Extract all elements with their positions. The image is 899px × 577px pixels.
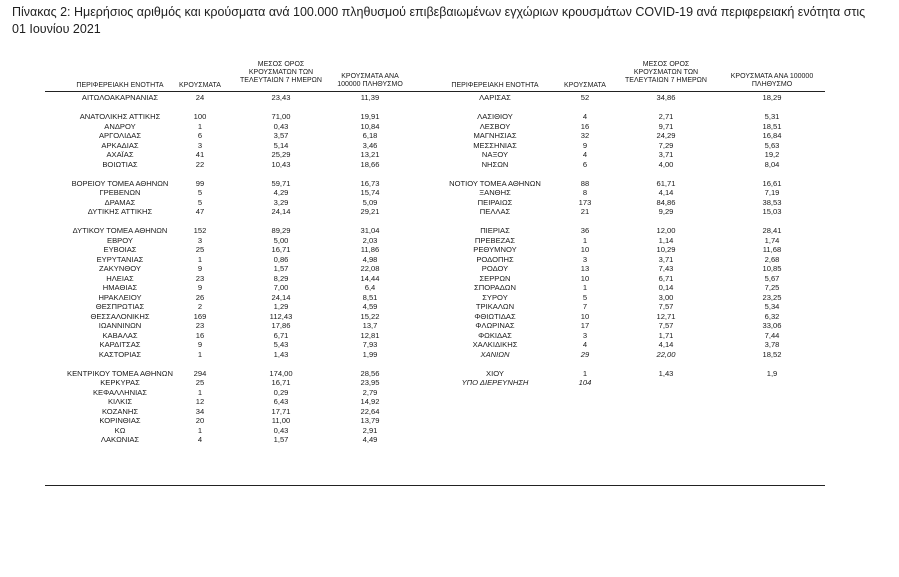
- table-cell-avg: 1,57: [273, 435, 289, 444]
- table-cell-avg: 61,71: [656, 178, 676, 188]
- table-cell-per: 11,86: [360, 245, 380, 254]
- table-cell-name: ΠΙΕΡΙΑΣ: [480, 226, 510, 235]
- table-cell-per: 15,74: [360, 188, 380, 197]
- table-cell-per: 10,85: [762, 264, 782, 273]
- table-cell-name: ΚΑΣΤΟΡΙΑΣ: [98, 349, 142, 359]
- table-cell-per: 22,08: [360, 264, 380, 273]
- table-cell-avg: 24,14: [271, 292, 291, 302]
- table-cell-avg: 12,00: [656, 226, 676, 235]
- table-cell-cases: 52: [580, 93, 590, 102]
- table-cell-cases: 7: [582, 302, 588, 311]
- table-cell-cases: 16: [195, 330, 205, 340]
- table-cell-cases: 5: [197, 197, 203, 207]
- table-cell-name: ΒΟΙΩΤΙΑΣ: [102, 159, 138, 169]
- bottom-rule: [45, 485, 825, 486]
- table-cell-cases: 4: [582, 112, 588, 121]
- table-cell-avg: 25,29: [271, 150, 291, 159]
- table-cell-name: ΜΕΣΣΗΝΙΑΣ: [473, 140, 517, 150]
- table-cell-per: 5,34: [764, 302, 780, 311]
- table-cell-per: 1,99: [362, 349, 378, 359]
- table-cell-avg: 3,71: [658, 254, 674, 264]
- table-cell-name: ΗΛΕΙΑΣ: [106, 273, 134, 283]
- table-cell-name: ΧΑΛΚΙΔΙΚΗΣ: [472, 340, 518, 349]
- table-cell-per: 19,2: [764, 150, 780, 159]
- table-cell-per: 18,51: [762, 121, 782, 131]
- table-cell-avg: 4,14: [658, 188, 674, 197]
- table-cell-name: ΛΕΣΒΟΥ: [479, 121, 511, 131]
- table-cell-per: 3,46: [362, 140, 378, 150]
- table-cell-cases: 1: [197, 425, 203, 435]
- table-cell-name: ΤΡΙΚΑΛΩΝ: [475, 302, 515, 311]
- table-cell-name: ΡΟΔΟΥ: [481, 264, 509, 273]
- table-cell-cases: 22: [195, 159, 205, 169]
- header-region-right: ΠΕΡΙΦΕΡΕΙΑΚΗ ΕΝΟΤΗΤΑ: [451, 82, 539, 89]
- table-cell-name: ΒΟΡΕΙΟΥ ΤΟΜΕΑ ΑΘΗΝΩΝ: [71, 178, 169, 188]
- table-cell-per: 16,84: [762, 131, 782, 140]
- table-cell-name: ΚΕΝΤΡΙΚΟΥ ΤΟΜΕΑ ΑΘΗΝΩΝ: [67, 368, 173, 378]
- table-cell-name: ΝΗΣΩΝ: [481, 159, 509, 169]
- table-cell-cases: 36: [580, 226, 590, 235]
- table-cell-per: 4,98: [362, 254, 378, 264]
- header-rule: [45, 91, 825, 92]
- table-cell-cases: 1: [197, 387, 203, 397]
- table-cell-per: 13,79: [360, 416, 380, 425]
- table-cell-name: ΡΟΔΟΠΗΣ: [476, 254, 514, 264]
- table-cell-name: ΕΒΡΟΥ: [107, 235, 133, 245]
- table-cell-per: 10,84: [360, 121, 380, 131]
- table-cell-cases: 9: [197, 340, 203, 349]
- table-cell-per: 23,25: [762, 292, 782, 302]
- table-cell-avg: 7,43: [658, 264, 674, 273]
- table-cell-name: ΚΩ: [114, 425, 126, 435]
- table-cell-per: 4,59: [362, 302, 378, 311]
- table-cell-avg: 17,71: [271, 406, 291, 416]
- table-cell-per: 13,7: [362, 321, 378, 330]
- table-cell-name: ΕΥΒΟΙΑΣ: [103, 245, 137, 254]
- table-cell-avg: 5,43: [273, 340, 289, 349]
- table-cell-cases: 88: [580, 178, 590, 188]
- table-cell-per: 18,66: [360, 159, 380, 169]
- table-cell-cases: 29: [580, 349, 590, 359]
- table-cell-name: ΣΥΡΟΥ: [482, 292, 508, 302]
- table-cell-per: 2,79: [362, 387, 378, 397]
- table-cell-name: ΔΥΤΙΚΗΣ ΑΤΤΙΚΗΣ: [87, 207, 153, 216]
- table-cell-per: 31,04: [360, 226, 380, 235]
- table-cell-per: 5,09: [362, 197, 378, 207]
- table-cell-cases: 6: [197, 131, 203, 140]
- header-per100k-right: ΚΡΟΥΣΜΑΤΑ ΑΝΑ 100000 ΠΛΗΘΥΣΜΟ: [730, 73, 814, 88]
- table-cell-cases: 5: [582, 292, 588, 302]
- table-cell-name: ΛΑΡΙΣΑΣ: [479, 93, 511, 102]
- table-cell-name: ΜΑΓΝΗΣΙΑΣ: [473, 131, 517, 140]
- table-cell-name: ΑΙΤΩΛΟΑΚΑΡΝΑΝΙΑΣ: [81, 93, 159, 102]
- table-cell-per: 6,18: [362, 131, 378, 140]
- table-cell-name: ΗΜΑΘΙΑΣ: [102, 283, 138, 292]
- table-cell-per: 5,31: [764, 112, 780, 121]
- table-cell-cases: 12: [195, 397, 205, 406]
- table-cell-name: ΝΑΞΟΥ: [481, 150, 509, 159]
- table-cell-per: 6,4: [364, 283, 376, 292]
- table-cell-name: ΧΑΝΙΩΝ: [480, 349, 510, 359]
- table-cell-avg: 1,43: [658, 368, 674, 378]
- table-cell-name: ΗΡΑΚΛΕΙΟΥ: [98, 292, 142, 302]
- table-cell-cases: 1: [197, 349, 203, 359]
- table-cell-cases: 2: [197, 302, 203, 311]
- table-cell-avg: 3,00: [658, 292, 674, 302]
- table-cell-per: 29,21: [360, 207, 380, 216]
- table-cell-cases: 3: [582, 254, 588, 264]
- table-cell-cases: 26: [195, 292, 205, 302]
- table-cell-cases: 1: [197, 121, 203, 131]
- table-cell-avg: 0,29: [273, 387, 289, 397]
- table-cell-name: ΦΛΩΡΙΝΑΣ: [475, 321, 515, 330]
- table-cell-avg: 11,00: [271, 416, 291, 425]
- table-cell-name: ΚΟΖΑΝΗΣ: [101, 406, 139, 416]
- table-cell-name: ΧΙΟΥ: [486, 368, 504, 378]
- table-cell-name: ΥΠΟ ΔΙΕΡΕΥΝΗΣΗ: [461, 378, 529, 387]
- table-cell-name: ΡΕΘΥΜΝΟΥ: [473, 245, 517, 254]
- table-cell-per: 3,78: [764, 340, 780, 349]
- table-cell-avg: 6,71: [273, 330, 289, 340]
- table-cell-per: 2,91: [362, 425, 378, 435]
- table-cell-per: 33,06: [762, 321, 782, 330]
- table-cell-name: ΚΕΦΑΛΛΗΝΙΑΣ: [92, 387, 148, 397]
- table-cell-per: 8,51: [362, 292, 378, 302]
- table-cell-name: ΛΑΚΩΝΙΑΣ: [100, 435, 140, 444]
- table-cell-cases: 104: [578, 378, 592, 387]
- table-cell-per: 4,49: [362, 435, 378, 444]
- table-cell-avg: 16,71: [271, 245, 291, 254]
- table-cell-cases: 294: [193, 368, 207, 378]
- table-cell-cases: 4: [197, 435, 203, 444]
- table-cell-per: 7,19: [764, 188, 780, 197]
- table-cell-avg: 84,86: [656, 197, 676, 207]
- table-cell-avg: 17,86: [271, 321, 291, 330]
- table-cell-avg: 9,71: [658, 121, 674, 131]
- table-cell-avg: 10,43: [271, 159, 291, 169]
- table-cell-name: ΘΕΣΠΡΩΤΙΑΣ: [95, 302, 145, 311]
- table-cell-name: ΦΩΚΙΔΑΣ: [478, 330, 512, 340]
- table-cell-avg: 174,00: [269, 368, 293, 378]
- table-cell-per: 18,29: [762, 93, 782, 102]
- table-cell-per: 16,61: [762, 178, 782, 188]
- table-cell-cases: 5: [197, 188, 203, 197]
- table-cell-name: ΑΝΑΤΟΛΙΚΗΣ ΑΤΤΙΚΗΣ: [79, 112, 161, 121]
- table-cell-cases: 23: [195, 321, 205, 330]
- table-title: Πίνακας 2: Ημερήσιος αριθμός και κρούσματα ανά 100.000 πληθυσμού επιβεβαιωμένων εγχώριων κρουσμάτων COVID-19 ανά περιφερειακή ενότητα στις 01 Ιουνίου 2021: [12, 5, 866, 36]
- table-cell-per: 38,53: [762, 197, 782, 207]
- table-cell-avg: 1,29: [273, 302, 289, 311]
- table-cell-avg: 24,29: [656, 131, 676, 140]
- table-cell-cases: 23: [195, 273, 205, 283]
- table-cell-per: 28,41: [762, 226, 782, 235]
- table-cell-name: ΖΑΚΥΝΘΟΥ: [99, 264, 141, 273]
- table-cell-cases: 4: [582, 340, 588, 349]
- table-cell-cases: 6: [582, 159, 588, 169]
- table-cell-cases: 16: [580, 121, 590, 131]
- table-cell-name: ΑΧΑΪΑΣ: [106, 150, 134, 159]
- table-cell-name: ΔΥΤΙΚΟΥ ΤΟΜΕΑ ΑΘΗΝΩΝ: [72, 226, 168, 235]
- table-cell-avg: 4,00: [658, 159, 674, 169]
- table-cell-cases: 8: [582, 188, 588, 197]
- table-cell-avg: 0,86: [273, 254, 289, 264]
- table-cell-per: 18,52: [762, 349, 782, 359]
- table-cell-name: ΠΡΕΒΕΖΑΣ: [474, 235, 516, 245]
- table-cell-avg: 1,57: [273, 264, 289, 273]
- table-cell-avg: 0,43: [273, 121, 289, 131]
- table-cell-cases: 4: [582, 150, 588, 159]
- table-cell-avg: 6,43: [273, 397, 289, 406]
- table-cell-cases: 1: [582, 283, 588, 292]
- table-cell-cases: 99: [195, 178, 205, 188]
- table-cell-cases: 21: [580, 207, 590, 216]
- table-cell-per: 6,32: [764, 311, 780, 321]
- table-cell-cases: 1: [582, 368, 588, 378]
- table-cell-cases: 10: [580, 273, 590, 283]
- header-cases-left: ΚΡΟΥΣΜΑΤΑ: [179, 82, 221, 89]
- table-cell-name: ΑΡΓΟΛΙΔΑΣ: [98, 131, 142, 140]
- table-cell-cases: 3: [582, 330, 588, 340]
- table-cell-per: 12,81: [360, 330, 380, 340]
- table-cell-cases: 20: [195, 416, 205, 425]
- header-avg7-left: ΜΕΣΟΣ ΟΡΟΣ ΚΡΟΥΣΜΑΤΩΝ ΤΩΝ ΤΕΛΕΥΤΑΙΩΝ 7 ΗΜΕΡΩΝ: [240, 61, 322, 84]
- table-cell-name: ΠΕΙΡΑΙΩΣ: [477, 197, 513, 207]
- table-cell-name: ΝΟΤΙΟΥ ΤΟΜΕΑ ΑΘΗΝΩΝ: [449, 178, 541, 188]
- table-cell-name: ΞΑΝΘΗΣ: [479, 188, 511, 197]
- table-cell-per: 19,91: [360, 112, 380, 121]
- table-cell-per: 1,9: [766, 368, 778, 378]
- table-cell-per: 22,64: [360, 406, 380, 416]
- table-cell-per: 28,56: [360, 368, 380, 378]
- table-cell-avg: 89,29: [271, 226, 291, 235]
- table-cell-cases: 9: [197, 264, 203, 273]
- table-cell-avg: 7,29: [658, 140, 674, 150]
- table-cell-cases: 47: [195, 207, 205, 216]
- table-cell-name: ΣΕΡΡΩΝ: [479, 273, 511, 283]
- table-cell-avg: 4,29: [273, 188, 289, 197]
- table-cell-avg: 16,71: [271, 378, 291, 387]
- table-cell-per: 1,74: [764, 235, 780, 245]
- table-cell-avg: 3,57: [273, 131, 289, 140]
- table-cell-per: 7,93: [362, 340, 378, 349]
- table-cell-cases: 25: [195, 245, 205, 254]
- table-cell-avg: 5,14: [273, 140, 289, 150]
- table-cell-per: 8,04: [764, 159, 780, 169]
- table-cell-avg: 12,71: [656, 311, 676, 321]
- table-cell-avg: 24,14: [271, 207, 291, 216]
- table-cell-name: ΔΡΑΜΑΣ: [104, 197, 136, 207]
- table-cell-per: 5,63: [764, 140, 780, 150]
- table-cell-avg: 3,71: [658, 150, 674, 159]
- table-cell-avg: 1,43: [273, 349, 289, 359]
- table-cell-name: ΑΝΔΡΟΥ: [104, 121, 136, 131]
- table-cell-cases: 41: [195, 150, 205, 159]
- table-cell-per: 7,25: [764, 283, 780, 292]
- table-cell-avg: 112,43: [269, 311, 293, 321]
- table-cell-cases: 173: [578, 197, 592, 207]
- table-cell-avg: 7,57: [658, 302, 674, 311]
- table-cell-cases: 13: [580, 264, 590, 273]
- table-cell-cases: 100: [193, 112, 207, 121]
- table-cell-avg: 10,29: [656, 245, 676, 254]
- table-cell-name: ΑΡΚΑΔΙΑΣ: [101, 140, 139, 150]
- table-cell-avg: 71,00: [271, 112, 291, 121]
- table-cell-name: ΛΑΣΙΘΙΟΥ: [477, 112, 513, 121]
- table-cell-per: 11,39: [360, 93, 380, 102]
- table-cell-avg: 9,29: [658, 207, 674, 216]
- table-cell-cases: 9: [197, 283, 203, 292]
- table-cell-avg: 1,14: [658, 235, 674, 245]
- table-cell-cases: 10: [580, 245, 590, 254]
- table-cell-avg: 0,43: [273, 425, 289, 435]
- table-cell-avg: 34,86: [656, 93, 676, 102]
- table-cell-avg: 23,43: [271, 93, 291, 102]
- table-cell-avg: 59,71: [271, 178, 291, 188]
- table-cell-name: ΓΡΕΒΕΝΩΝ: [99, 188, 141, 197]
- table-cell-per: 11,68: [762, 245, 782, 254]
- table-cell-avg: 7,00: [273, 283, 289, 292]
- table-cell-name: ΚΑΡΔΙΤΣΑΣ: [99, 340, 141, 349]
- table-cell-cases: 17: [580, 321, 590, 330]
- table-cell-per: 14,44: [360, 273, 380, 283]
- table-cell-per: 13,21: [360, 150, 380, 159]
- table-cell-name: ΕΥΡΥΤΑΝΙΑΣ: [96, 254, 144, 264]
- table-cell-avg: 5,00: [273, 235, 289, 245]
- table-cell-avg: 7,57: [658, 321, 674, 330]
- table-cell-name: ΚΙΛΚΙΣ: [107, 397, 133, 406]
- table-cell-name: ΦΘΙΩΤΙΔΑΣ: [474, 311, 516, 321]
- table-cell-per: 15,22: [360, 311, 380, 321]
- table-cell-cases: 10: [580, 311, 590, 321]
- table-cell-per: 2,68: [764, 254, 780, 264]
- table-cell-avg: 3,29: [273, 197, 289, 207]
- table-cell-avg: 0,14: [658, 283, 674, 292]
- table-cell-cases: 32: [580, 131, 590, 140]
- table-cell-per: 14,92: [360, 397, 380, 406]
- table-cell-per: 2,03: [362, 235, 378, 245]
- header-region-left: ΠΕΡΙΦΕΡΕΙΑΚΗ ΕΝΟΤΗΤΑ: [76, 82, 164, 89]
- table-cell-cases: 169: [193, 311, 207, 321]
- table-cell-name: ΚΟΡΙΝΘΙΑΣ: [99, 416, 141, 425]
- table-cell-avg: 22,00: [656, 349, 676, 359]
- table-cell-name: ΣΠΟΡΑΔΩΝ: [474, 283, 516, 292]
- table-cell-avg: 8,29: [273, 273, 289, 283]
- header-cases-right: ΚΡΟΥΣΜΑΤΑ: [564, 82, 606, 89]
- table-cell-avg: 4,14: [658, 340, 674, 349]
- table-cell-name: ΚΕΡΚΥΡΑΣ: [100, 378, 140, 387]
- table-cell-name: ΠΕΛΛΑΣ: [479, 207, 511, 216]
- table-cell-cases: 1: [582, 235, 588, 245]
- table-cell-cases: 3: [197, 235, 203, 245]
- table-cell-per: 15,03: [762, 207, 782, 216]
- header-per100k-left: ΚΡΟΥΣΜΑΤΑ ΑΝΑ 100000 ΠΛΗΘΥΣΜΟ: [337, 73, 403, 88]
- table-cell-per: 5,67: [764, 273, 780, 283]
- table-cell-per: 23,95: [360, 378, 380, 387]
- table-cell-cases: 152: [193, 226, 207, 235]
- table-cell-name: ΘΕΣΣΑΛΟΝΙΚΗΣ: [90, 311, 150, 321]
- table-cell-avg: 1,71: [658, 330, 674, 340]
- table-cell-cases: 3: [197, 140, 203, 150]
- table-cell-per: 7,44: [764, 330, 780, 340]
- table-cell-cases: 9: [582, 140, 588, 150]
- table-cell-avg: 6,71: [658, 273, 674, 283]
- table-cell-name: ΚΑΒΑΛΑΣ: [102, 330, 138, 340]
- table-cell-per: 16,73: [360, 178, 380, 188]
- table-cell-cases: 25: [195, 378, 205, 387]
- header-avg7-right: ΜΕΣΟΣ ΟΡΟΣ ΚΡΟΥΣΜΑΤΩΝ ΤΩΝ ΤΕΛΕΥΤΑΙΩΝ 7 ΗΜΕΡΩΝ: [625, 61, 707, 84]
- table-cell-avg: 2,71: [658, 112, 674, 121]
- table-cell-cases: 34: [195, 406, 205, 416]
- table-cell-cases: 1: [197, 254, 203, 264]
- table-cell-name: ΙΩΑΝΝΙΝΩΝ: [98, 321, 142, 330]
- table-cell-cases: 24: [195, 93, 205, 102]
